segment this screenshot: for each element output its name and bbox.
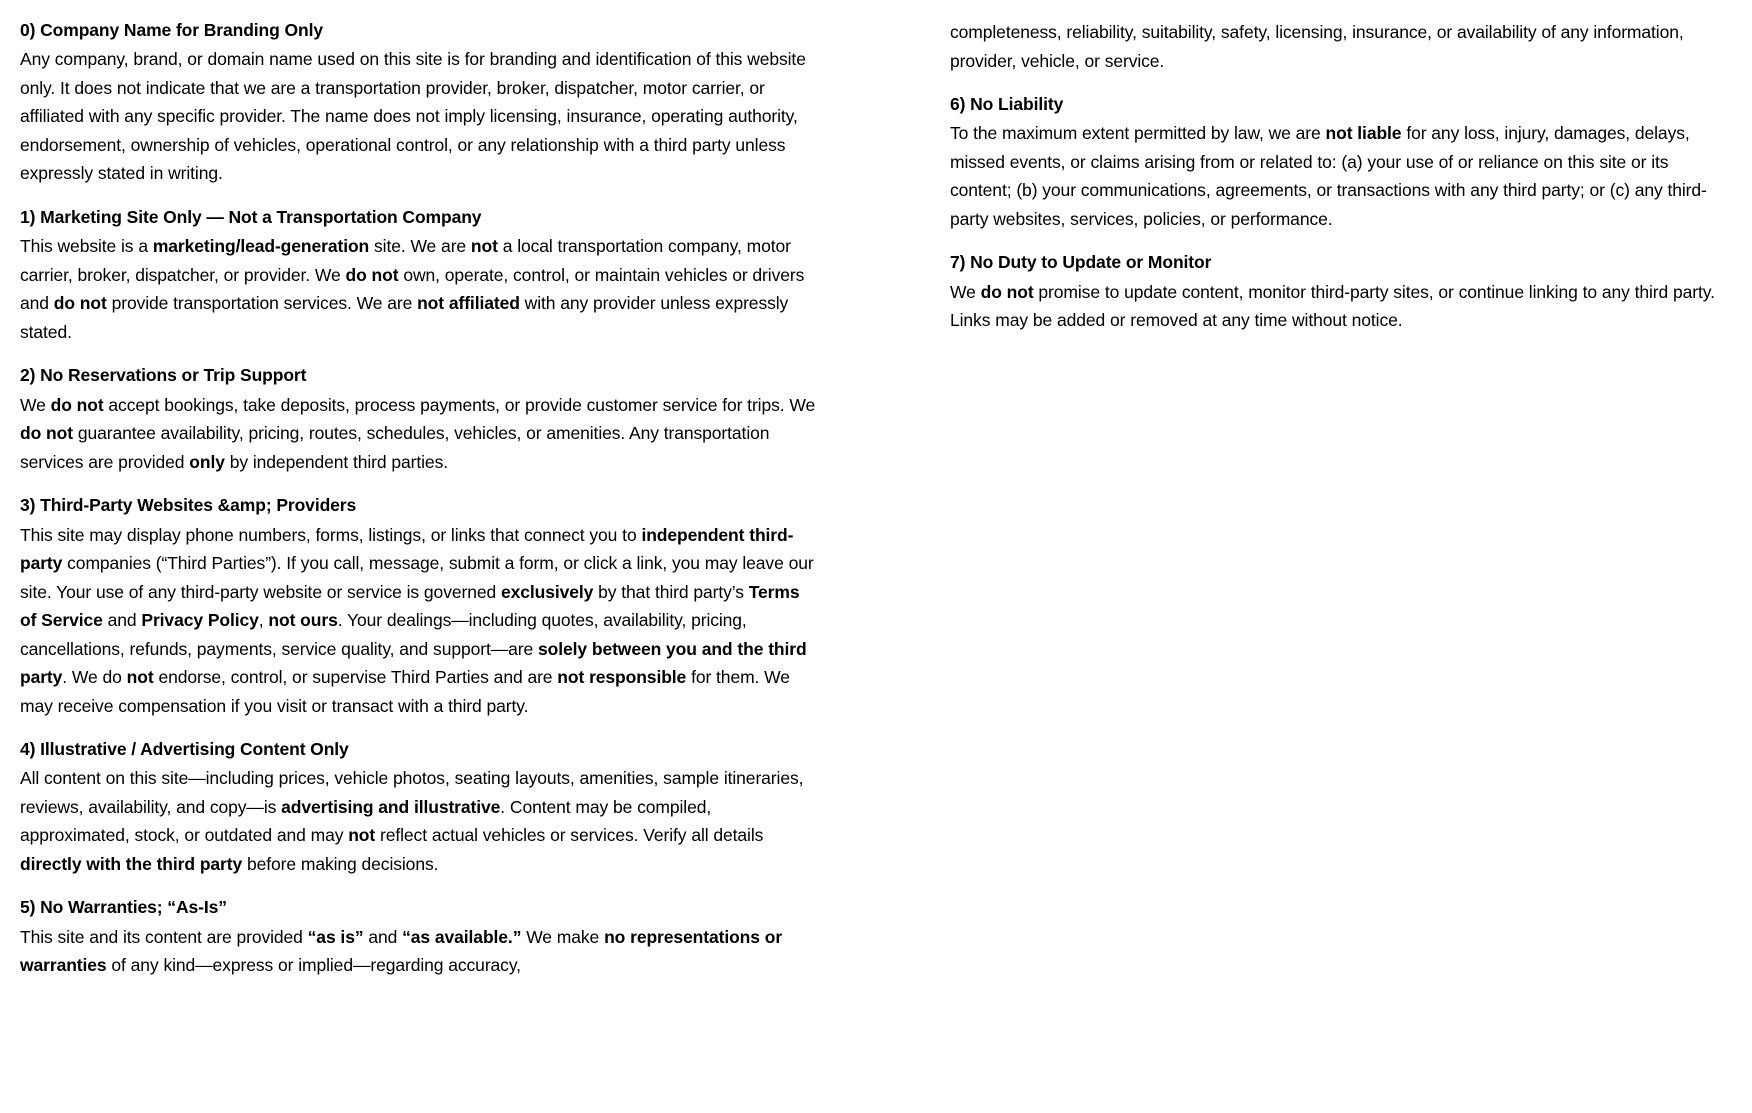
- section-3-body: This site may display phone numbers, forms, listings, or links that connect you to independent third-party companies (“Third Parties”). If you call, message, submit a form, or click a link, you may leave our site. Your use of any third-party website or service is governed exclusively by that third party’s Terms of Service and Privacy Policy, not ours. Your dealings—including quotes, availability, pricing, cancellations, refunds, payments, service quality, and support—are solely between you and the third party. We do not endorse, control, or supervise Third Parties and are not responsible for them. We may receive compensation if you visit or transact with a third party.: [20, 524, 814, 716]
- section-0-heading: 0) Company Name for Branding Only: [20, 20, 323, 40]
- section-5-continuation-body: completeness, reliability, suitability, safety, licensing, insurance, or availability of any information, provider, vehicle, or service.: [950, 22, 1684, 71]
- section-4-body: All content on this site—including prices, vehicle photos, seating layouts, amenities, sample itineraries, reviews, availability, and copy—is advertising and illustrative. Content may be compiled, approximated, stock, or outdated and may not reflect actual vehicles or services. Verify all details directly with the third party before making decisions.: [20, 768, 804, 874]
- section-5: [20, 895, 820, 979]
- section-5-continued: [950, 18, 1732, 75]
- section-4: [20, 737, 820, 878]
- section-2-body: We do not accept bookings, take deposits, process payments, or provide customer service for trips. We do not guarantee availability, pricing, routes, schedules, vehicles, or amenities. Any transportation services are provided only by independent third parties.: [20, 394, 816, 472]
- right-column: [950, 18, 1752, 335]
- section-0: [20, 18, 820, 188]
- section-3-heading: 3) Third-Party Websites &amp; Providers: [20, 495, 357, 516]
- section-5-heading: 5) No Warranties; “As-Is”: [20, 897, 227, 918]
- section-6: [950, 92, 1732, 233]
- section-7-heading: 7) No Duty to Update or Monitor: [950, 252, 1212, 273]
- section-4-heading: 4) Illustrative / Advertising Content Only: [20, 739, 349, 759]
- left-column: [0, 18, 840, 980]
- section-7-body: We do not promise to update content, monitor third-party sites, or continue linking to any third party. Links may be added or removed at any time without notice.: [950, 281, 1715, 331]
- section-2-heading: 2) No Reservations or Trip Support: [20, 365, 307, 386]
- section-5-body: This site and its content are provided “as is” and “as available.” We make no representations or warranties of any kind—express or implied—regarding accuracy,: [20, 926, 783, 976]
- section-6-heading: 6) No Liability: [950, 94, 1064, 114]
- section-6-body: To the maximum extent permitted by law, we are not liable for any loss, injury, damages, delays, missed events, or claims arising from or related to: (a) your use of or reliance on this site or its content; (b) your communications, agreements, or transactions with any third party; or (c) any third-party websites, services, policies, or performance.: [950, 123, 1707, 229]
- section-1: [20, 205, 820, 346]
- section-1-heading: 1) Marketing Site Only — Not a Transportation Company: [20, 206, 482, 227]
- section-3: [20, 493, 820, 720]
- section-7: [950, 250, 1732, 334]
- section-0-body: Any company, brand, or domain name used on this site is for branding and identification of this website only. It does not indicate that we are a transportation provider, broker, dispatcher, motor carrier, or affiliated with any specific provider. The name does not imply licensing, insurance, operating authority, endorsement, ownership of vehicles, operational control, or any relationship with a third party unless expressly stated in writing.: [20, 49, 806, 184]
- two-column-layout: [0, 18, 1752, 1113]
- section-1-body: This website is a marketing/lead-generation site. We are not a local transportation company, motor carrier, broker, dispatcher, or provider. We do not own, operate, control, or maintain vehicles or drivers and do not provide transportation services. We are not affiliated with any provider unless expressly stated.: [20, 236, 805, 342]
- section-2: [20, 363, 820, 476]
